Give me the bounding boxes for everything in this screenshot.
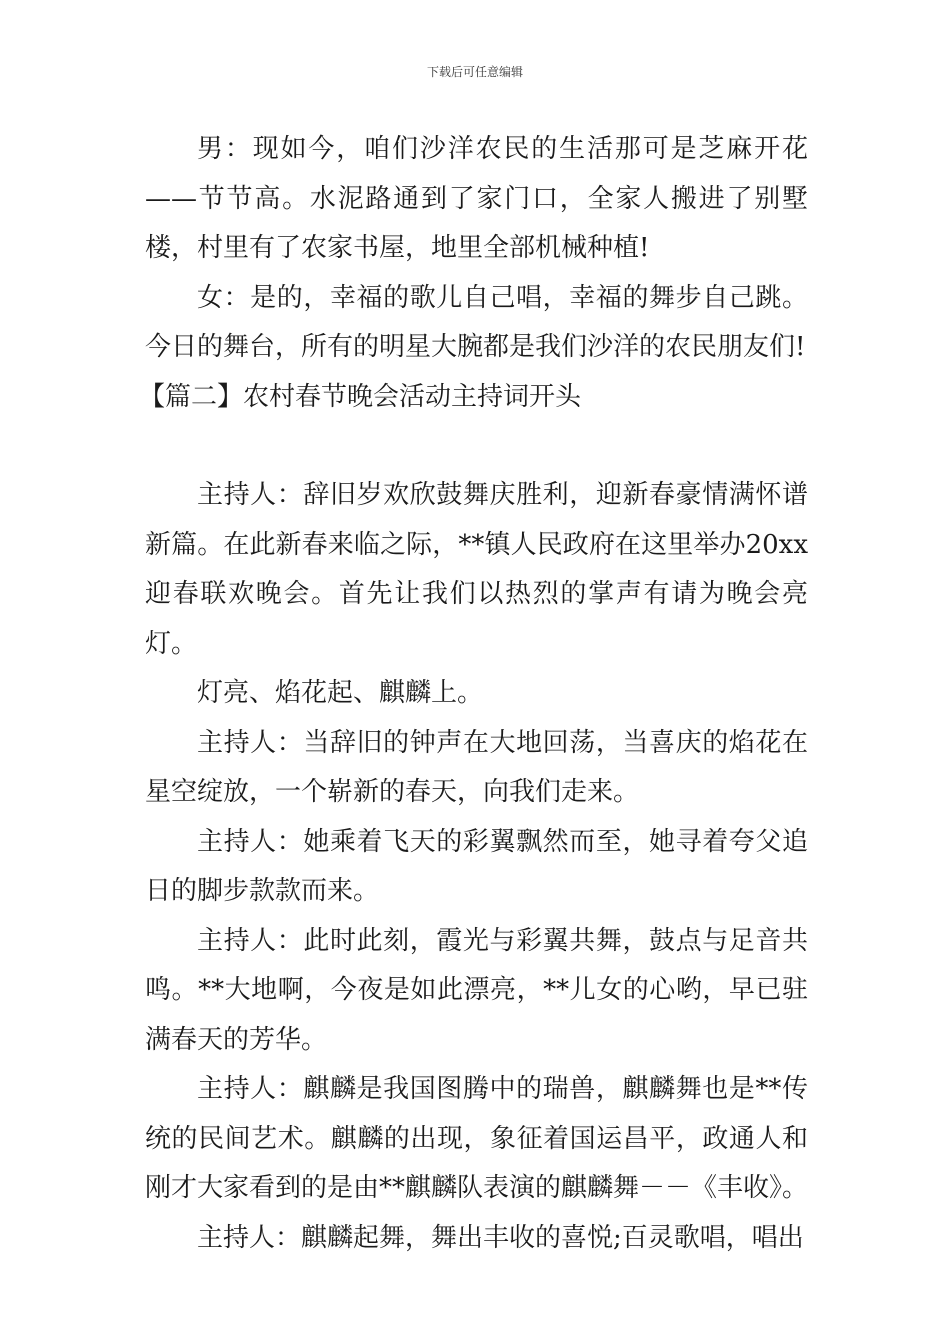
paragraph: 灯亮、焰花起、麒麟上。 [197,678,484,708]
section-title: 【篇二】农村春节晚会活动主持词开头 [139,381,582,412]
spacer [145,422,808,471]
paragraph: 主持人：她乘着飞天的彩翼飘然而至，她寻着夸父追日的脚步款款而来。 [145,826,808,906]
page-header: 下载后可任意编辑 [426,65,523,79]
paragraph: 主持人：麒麟起舞，舞出丰收的喜悦;百灵歌唱，唱出 [197,1222,804,1253]
paragraph: 主持人：辞旧岁欢欣鼓舞庆胜利，迎新春豪情满怀谱新篇。在此新春来临之际，**镇人民政府在这里举办20xx迎春联欢晚会。首先让我们以热烈的掌声有请为晚会亮灯。 [145,480,808,659]
paragraph: 女：是的，幸福的歌儿自己唱，幸福的舞步自己跳。今日的舞台，所有的明星大腕都是我们沙洋的农民朋友们! [145,282,808,362]
paragraph: 男：现如今，咱们沙洋农民的生活那可是芝麻开花——节节高。水泥路通到了家门口，全家人搬进了别墅楼，村里有了农家书屋，地里全部机械种植! [145,134,808,263]
paragraph: 主持人：麒麟是我国图腾中的瑞兽，麒麟舞也是**传统的民间艺术。麒麟的出现，象征着国运昌平，政通人和刚才大家看到的是由**麒麟队表演的麒麟舞－－《丰收》。 [145,1074,809,1203]
paragraph: 主持人：当辞旧的钟声在大地回荡，当喜庆的焰花在星空绽放，一个崭新的春天，向我们走来。 [145,727,808,807]
paragraph: 主持人：此时此刻，霞光与彩翼共舞，鼓点与足音共鸣。**大地啊，今夜是如此漂亮，**儿女的心哟，早已驻满春天的芳华。 [145,925,808,1055]
document-body [139,125,809,1263]
